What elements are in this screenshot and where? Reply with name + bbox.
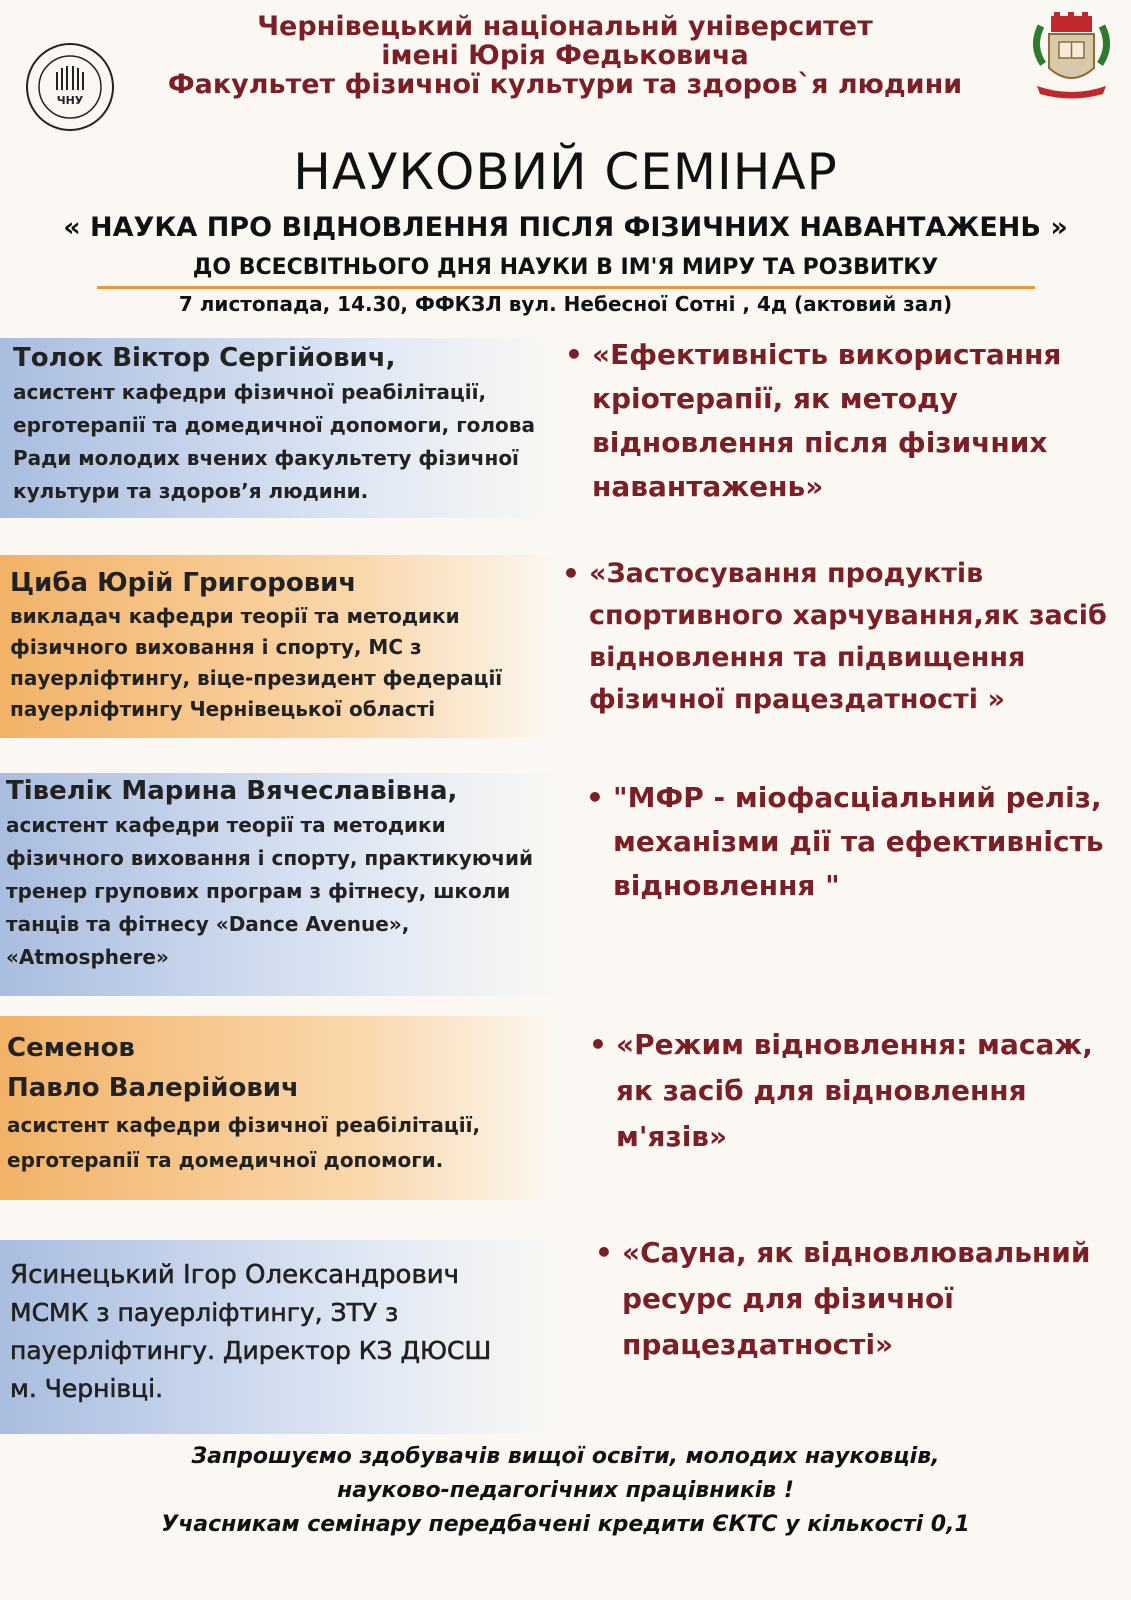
- topic-line: відновлення та підвищення: [589, 642, 1026, 673]
- speaker-desc-line: ерготерапії та домедичної допомоги, голова: [13, 413, 535, 437]
- bullet-icon: •: [595, 1236, 613, 1269]
- speaker-desc-line: фізичного виховання і спорту, практикуючий: [6, 846, 534, 870]
- topic-line: спортивного харчування,як засіб: [589, 600, 1107, 631]
- topic-line: "МФР - міофасціальний реліз,: [613, 781, 1102, 814]
- page-title: НАУКОВИЙ СЕМІНАР: [293, 143, 838, 201]
- invitation-line: науково-педагогічних працівників !: [337, 1478, 794, 1503]
- speaker-desc-line: МСМК з пауерліфтингу, ЗТУ з: [10, 1298, 399, 1327]
- topic-line: м'язів»: [616, 1120, 728, 1153]
- topic-line: «Ефективність використання: [592, 338, 1062, 371]
- speaker-topic: [562, 553, 1107, 721]
- speaker-desc-line: «Atmosphere»: [6, 945, 169, 969]
- topic-line: відновлення після фізичних: [592, 426, 1048, 459]
- university-name: Чернівецький національнй університет: [257, 11, 873, 42]
- university-header: [120, 12, 1010, 99]
- speaker-name: Тівелік Марина Вячеславівна,: [6, 776, 458, 806]
- speaker-desc-line: фізичного виховання і спорту, МС з: [10, 635, 422, 659]
- topic-line: як засіб для відновлення: [616, 1074, 1027, 1107]
- bullet-icon: •: [589, 1028, 607, 1061]
- credits-line: Учасникам семінару передбачені кредити ЄКТС у кількості 0,1: [161, 1512, 970, 1537]
- speaker-name: [7, 1028, 560, 1108]
- speaker-card-tsyba: [0, 555, 560, 738]
- university-seal-icon: [25, 42, 115, 132]
- speaker-card-tivelik: [0, 773, 560, 996]
- topic-line: фізичної працездатності »: [589, 684, 1005, 715]
- speaker-surname: Семенов: [7, 1033, 135, 1063]
- invitation-line: Запрошуємо здобувачів вищої освіти, молодих науковців,: [191, 1444, 940, 1469]
- speaker-desc-line: пауерліфтингу. Директор КЗ ДЮСШ: [10, 1336, 492, 1365]
- seminar-theme: « НАУКА ПРО ВІДНОВЛЕННЯ ПІСЛЯ ФІЗИЧНИХ НАВАНТАЖЕНЬ »: [63, 212, 1068, 243]
- topic-line: працездатності»: [622, 1328, 894, 1361]
- speaker-desc-line: культури та здоров’я людини.: [13, 479, 369, 503]
- speaker-topic: [565, 333, 1062, 509]
- topic-line: механізми дії та ефективність: [613, 825, 1104, 858]
- seal-text: ЧНУ: [56, 94, 84, 107]
- topic-line: відновлення ": [613, 869, 840, 902]
- topic-line: кріотерапії, як методу: [592, 382, 958, 415]
- topic-line: «Застосування продуктів: [589, 558, 984, 589]
- invitation-footer: [0, 1440, 1131, 1542]
- speaker-card-yasynetskyi: [0, 1240, 560, 1434]
- speaker-desc-line: асистент кафедри фізичної реабілітації,: [13, 380, 487, 404]
- speaker-name: Циба Юрій Григорович: [10, 568, 357, 598]
- speaker-desc-line: м. Чернівці.: [10, 1374, 164, 1403]
- faculty-emblem-icon: [1023, 6, 1120, 103]
- faculty-name: Факультет фізичної культури та здоров`я людини: [167, 69, 963, 100]
- speaker-desc-line: викладач кафедри теорії та методики: [10, 604, 460, 628]
- speaker-description: [10, 601, 560, 725]
- event-date-location: 7 листопада, 14.30, ФФКЗЛ вул. Небесної Сотні , 4д (актовий зал): [178, 292, 953, 316]
- speaker-desc-line: Ради молодих вчених факультету фізичної: [13, 446, 519, 470]
- speaker-topic: [586, 776, 1104, 908]
- speaker-desc-line: танців та фітнесу «Dance Avenue»,: [6, 912, 410, 936]
- topic-line: «Режим відновлення: масаж,: [616, 1028, 1093, 1061]
- speaker-card-semenov: [0, 1016, 560, 1200]
- speaker-desc-line: ерготерапії та домедичної допомоги.: [7, 1148, 444, 1172]
- speaker-desc-line: асистент кафедри фізичної реабілітації,: [7, 1113, 481, 1137]
- topic-line: навантажень»: [592, 470, 824, 503]
- speaker-description: [7, 1108, 560, 1178]
- topic-line: «Сауна, як відновлювальний: [622, 1236, 1091, 1269]
- divider-line: [97, 286, 1035, 289]
- bullet-icon: •: [586, 781, 604, 814]
- bullet-icon: •: [562, 557, 580, 590]
- university-name-line2: імені Юрія Федьковича: [381, 40, 749, 71]
- bullet-icon: •: [565, 338, 583, 371]
- speaker-description: [13, 376, 560, 508]
- speaker-card-tolok: [0, 338, 560, 518]
- topic-line: ресурс для фізичної: [622, 1282, 954, 1315]
- speaker-desc-line: тренер групових програм з фітнесу, школи: [6, 879, 511, 903]
- speaker-name: Ясинецький Ігор Олександрович: [10, 1260, 460, 1290]
- speaker-topic: [595, 1230, 1091, 1368]
- seminar-occasion: ДО ВСЕСВІТНЬОГО ДНЯ НАУКИ В ІМ'Я МИРУ ТА РОЗВИТКУ: [192, 255, 939, 280]
- speaker-topic: [589, 1022, 1093, 1160]
- speaker-desc-line: асистент кафедри теорії та методики: [6, 813, 446, 837]
- speaker-desc-line: пауерліфтингу Чернівецької області: [10, 697, 436, 721]
- speaker-name: Толок Віктор Сергійович,: [13, 343, 396, 373]
- speaker-desc-line: пауерліфтингу, віце-президент федерації: [10, 666, 503, 690]
- speaker-description: [10, 1294, 560, 1408]
- speaker-given-name: Павло Валерійович: [7, 1073, 299, 1103]
- speaker-description: [6, 809, 560, 974]
